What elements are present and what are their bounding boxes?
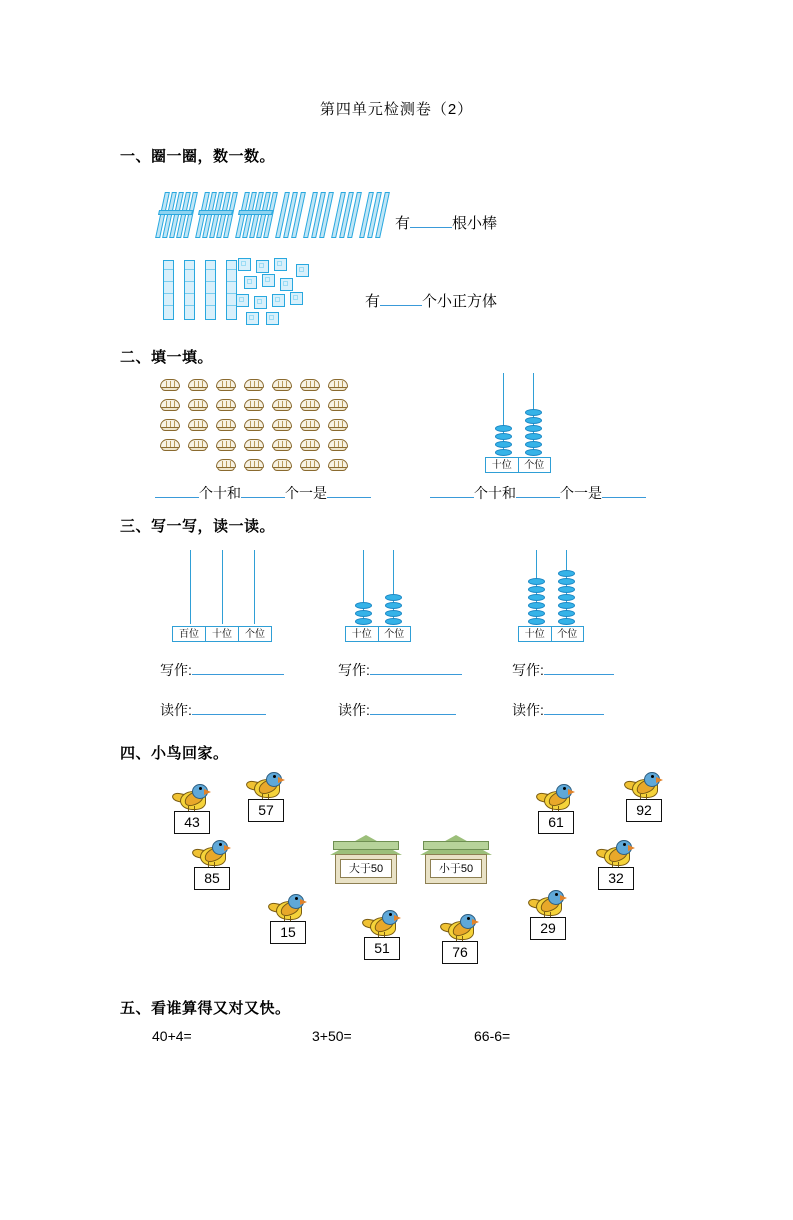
sticks-answer-row — [395, 212, 497, 233]
tens-place-label: 十位 — [519, 627, 552, 641]
ones-place-label: 个位 — [245, 629, 265, 640]
tens-place-label: 十位 — [206, 627, 239, 641]
bird-icon — [192, 837, 232, 871]
cube-rod — [205, 260, 216, 320]
section-1-heading: 一、圈一圈，数一数。 — [120, 148, 276, 165]
write-row-1 — [160, 660, 284, 680]
bird-number-card[interactable]: 57 — [248, 799, 284, 822]
hundreds-place-label: 百位 — [173, 627, 206, 641]
house-greater-than-50[interactable] — [330, 835, 402, 887]
bird-icon — [362, 907, 402, 941]
section-5-content — [0, 1018, 793, 1068]
write-blank-3[interactable] — [544, 661, 614, 675]
fill-left-blank-2[interactable] — [241, 484, 285, 498]
write-label-3: 写作: — [512, 662, 544, 678]
fill-right-text-1: 个十和 — [474, 485, 516, 501]
read-blank-3[interactable] — [544, 701, 604, 715]
bird-number-card[interactable]: 29 — [530, 917, 566, 940]
cube-rod — [163, 260, 174, 320]
read-blank-2[interactable] — [370, 701, 456, 715]
section-3-heading: 三、写一写，读一读。 — [120, 518, 276, 535]
stick-bundle — [155, 192, 195, 238]
stick-bundle — [195, 192, 235, 238]
bird-icon — [528, 887, 568, 921]
house-less-than-50[interactable] — [420, 835, 492, 887]
tens-place-label: 十位 — [486, 458, 519, 472]
read-row-1 — [160, 700, 266, 720]
place-value-box — [485, 457, 551, 473]
bird-number-card[interactable]: 32 — [598, 867, 634, 890]
worksheet-page — [0, 98, 793, 1220]
bird-number-card[interactable]: 43 — [174, 811, 210, 834]
ones-place-label: 个位 — [384, 629, 405, 640]
cube-rod — [184, 260, 195, 320]
loose-cubes-group — [236, 258, 346, 330]
place-value-box-1 — [172, 626, 272, 642]
read-label-1: 读作: — [160, 702, 192, 718]
read-row-3 — [512, 700, 604, 720]
write-blank-2[interactable] — [370, 661, 462, 675]
write-label-1: 写作: — [160, 662, 192, 678]
problem-2[interactable]: 3+50= — [312, 1028, 352, 1044]
bird-number-card[interactable]: 85 — [194, 867, 230, 890]
fill-left-text-1: 个十和 — [199, 485, 241, 501]
bird-number-card[interactable]: 61 — [538, 811, 574, 834]
bird-number-card[interactable]: 92 — [626, 799, 662, 822]
house-label: 大于50 — [340, 859, 392, 878]
bird-icon — [246, 769, 286, 803]
bird-number-card[interactable]: 51 — [364, 937, 400, 960]
read-label-2: 读作: — [338, 702, 370, 718]
cubes-answer-row — [365, 290, 497, 311]
place-value-box-2 — [345, 626, 411, 642]
fill-right-blank-1[interactable] — [430, 484, 474, 498]
read-blank-1[interactable] — [192, 701, 266, 715]
shells-group — [160, 379, 360, 479]
bird-number-card[interactable]: 15 — [270, 921, 306, 944]
fill-right-blank-2[interactable] — [516, 484, 560, 498]
bird-icon — [172, 781, 212, 815]
section-4-heading: 四、小鸟回家。 — [120, 745, 229, 762]
bird-icon — [596, 837, 636, 871]
fill-left-text-2: 个一是 — [285, 485, 327, 501]
stick-bundle — [235, 192, 275, 238]
abacus-3 — [518, 550, 598, 646]
sticks-answer-prefix: 有 — [395, 215, 411, 232]
house-label: 小于50 — [430, 859, 482, 878]
ones-place-label: 个位 — [524, 460, 545, 471]
fill-left-blank-3[interactable] — [327, 484, 371, 498]
tens-place-label: 十位 — [346, 627, 379, 641]
section-5-heading: 五、看谁算得又对又快。 — [120, 1000, 291, 1017]
write-row-2 — [338, 660, 462, 680]
bird-icon — [440, 911, 480, 945]
bird-icon — [624, 769, 664, 803]
section-1-content — [0, 176, 793, 336]
problem-1[interactable]: 40+4= — [152, 1028, 192, 1044]
fill-right-blank-3[interactable] — [602, 484, 646, 498]
place-value-box-3 — [518, 626, 584, 642]
cubes-answer-prefix: 有 — [365, 293, 381, 310]
section-3-content — [0, 536, 793, 736]
read-row-2 — [338, 700, 456, 720]
abacus-section2 — [485, 373, 565, 469]
sticks-answer-blank[interactable] — [410, 213, 452, 228]
section-4-content — [0, 763, 793, 993]
abacus-2 — [345, 550, 425, 646]
fill-right-text-2: 个一是 — [560, 485, 602, 501]
section-2-heading: 二、填一填。 — [120, 349, 214, 366]
fill-left-blank-1[interactable] — [155, 484, 199, 498]
bird-icon — [536, 781, 576, 815]
write-label-2: 写作: — [338, 662, 370, 678]
fill-right — [430, 483, 646, 503]
stick-bundles-group — [160, 192, 388, 243]
read-label-3: 读作: — [512, 702, 544, 718]
loose-sticks-group — [280, 192, 388, 243]
page-title: 第四单元检测卷（2） — [319, 101, 474, 118]
problem-3[interactable]: 66-6= — [474, 1028, 511, 1044]
cubes-answer-suffix: 个小正方体 — [422, 293, 498, 310]
fill-left — [155, 483, 371, 503]
ones-place-label: 个位 — [557, 629, 578, 640]
sticks-answer-suffix: 根小棒 — [452, 215, 498, 232]
write-row-3 — [512, 660, 614, 680]
bird-icon — [268, 891, 308, 925]
cubes-answer-blank[interactable] — [380, 291, 422, 306]
write-blank-1[interactable] — [192, 661, 284, 675]
cube-rods-group — [163, 260, 243, 325]
abacus-1 — [172, 550, 282, 646]
section-2-content — [0, 367, 793, 507]
bird-number-card[interactable]: 76 — [442, 941, 478, 964]
